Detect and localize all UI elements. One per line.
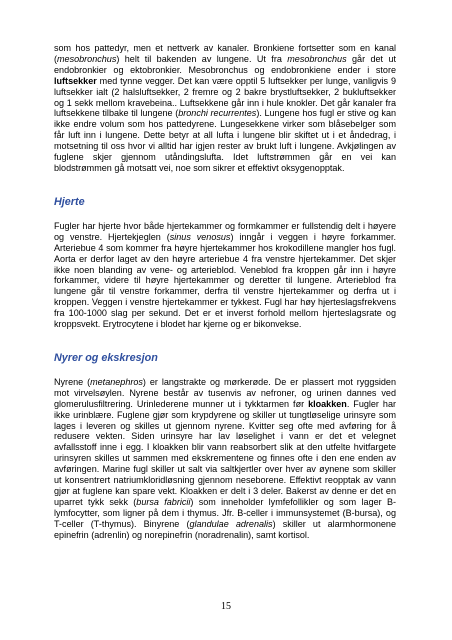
text: med tynne vegger. Det kan være opptil 5 luftsekker per lunge, vanligvis 9 luftsekker ialt (2 halsluftsekker, 2 fremre og 2 bakre brystluftsekker, 2 bukluftsekker og 1 sekk mellom kravebeina.. Luftsekkene går inn i hule knokler. Det går kanaler fra luftsekkene tilbake til lungene ( <box>54 75 396 119</box>
text: ) inngår i veggen i høyre forkammer. Arteriebue 4 som kommer fra høyre hjertekammer hos krokodillene mangler hos fugl. Aorta er derfor laget av den høyre arteriebue 4 fra venstre hjertekammer. Det skjer ikke noen blanding av vene- og arterieblod. Veneblod fra kroppen går inn i høyre forkammer, videre til høyre hjertekammer og deretter til lungene. Arterieblod fra lungene går til venstre forkammer, derfra til venstre hjertekammer og derfra ut i kroppen. Veggen i venstre hjertekammer er tykkest. Fugl har høy hjerteslagsfrekvens fra 100-1000 slag per sekund. Det er et inverst forhold mellom hjerteslagsrate og kroppsvekt. Erytrocytene i blodet har kjerne og er bikonvekse. <box>54 231 396 330</box>
italic-term: mesobronchus <box>287 53 347 64</box>
paragraph-heart <box>54 221 396 330</box>
text: ) er langstrakte og mørkerøde. De er plassert mot ryggsiden mot virvelsøylen. Nyrene består av tusenvis av nefroner, og urinen dannes ved glomerulusfiltrering. Urinlederene munner ut i tykktarmen før <box>54 376 396 409</box>
text: ) helt til bakenden av lungene. Ut fra <box>116 53 288 64</box>
text: som hos pattedyr, men et nettverk av kanaler. Bronkiene fortsetter som en kanal ( <box>54 43 396 64</box>
italic-term: glandulae adrenalis <box>189 518 273 529</box>
text: . Fugler har ikke urinblære. Fuglene gjør som krypdyrene og skiller ut tungtløselige urinsyre som lages i leveren og skilles ut gjennom nyrene. Kvitter seg ofte med avføring for å redusere vekten. Siden urinsyre har lav løselighet i vann er det et velegnet avfallsstoff inne i egg. I kloakken blir vann reabsorbert slik at den utfelte hvitfargete urinsyren skilles ut sammen med ekskrementene og finnes ofte i den ene enden av avføringen. Marine fugl skiller ut salt via saltkjertler over hver av øynene som skiller ut konsentrert natriumkloridløsning gjennom neseborene. Effektivt reopptak av vann gjør at fuglene kan spare vekt. Kloakken er delt i 3 deler. Bakerst av denne er det en uparret tykk sekk ( <box>54 398 396 507</box>
section-heading-kidneys: Nyrer og ekskresjon <box>54 351 158 364</box>
page-number: 15 <box>221 601 231 612</box>
text: Fugler har hjerte hvor både hjertekammer og formkammer er fullstendig delt i høyere og venstre. Hjertekjeglen ( <box>54 220 396 242</box>
page-content <box>54 43 396 541</box>
bold-term: kloakken <box>308 398 347 409</box>
text: ) som inneholder lymfefollikler og som lager B-lymfocytter, som ligner på dem i thymus. Jfr. B-celler i immunsystemet (B-bursa), og T-celler (T-thymus). Binyrene ( <box>54 496 396 529</box>
text: ). Lungene hos fugl er stive og kan ikke endre volum som hos pattedyrene. Lungesekkene virker som blåsebelger som får luft inn i lungene. Dette betyr at all lufta i lungene blir skiftet ut i et åndedrag, i motsetning til oss hvor vi alltid har igjen rester av brukt luft i lungene. Avkjølingen av fuglene skjer gjennom utåndingslufta. Idet luftstrømmen går en vei kan blodstrømmen gå motsatt vei, noe som sikrer et effektivt oksygenopptak. <box>54 108 397 173</box>
italic-term: metanephros <box>90 376 143 387</box>
text: Nyrene ( <box>54 376 91 387</box>
bold-term: luftsekker <box>54 75 97 86</box>
paragraph-kidneys <box>54 377 396 541</box>
text: ) skiller ut alarmhormonene epinefrin (adrenlin) og norepinefrin (noradrenalin), samt kortisol. <box>54 518 396 540</box>
italic-term: bronchi recurrentes <box>178 108 257 119</box>
text: går det ut endobronkier og ektobronkier. Mesobronchus og endobronkiene ender i store <box>54 53 396 75</box>
italic-term: bursa fabricii <box>136 496 191 507</box>
section-heading-heart: Hjerte <box>54 195 85 208</box>
italic-term: mesobronchus <box>57 53 117 64</box>
paragraph-respiration <box>54 43 396 174</box>
italic-term: sinus venosus <box>169 231 231 242</box>
